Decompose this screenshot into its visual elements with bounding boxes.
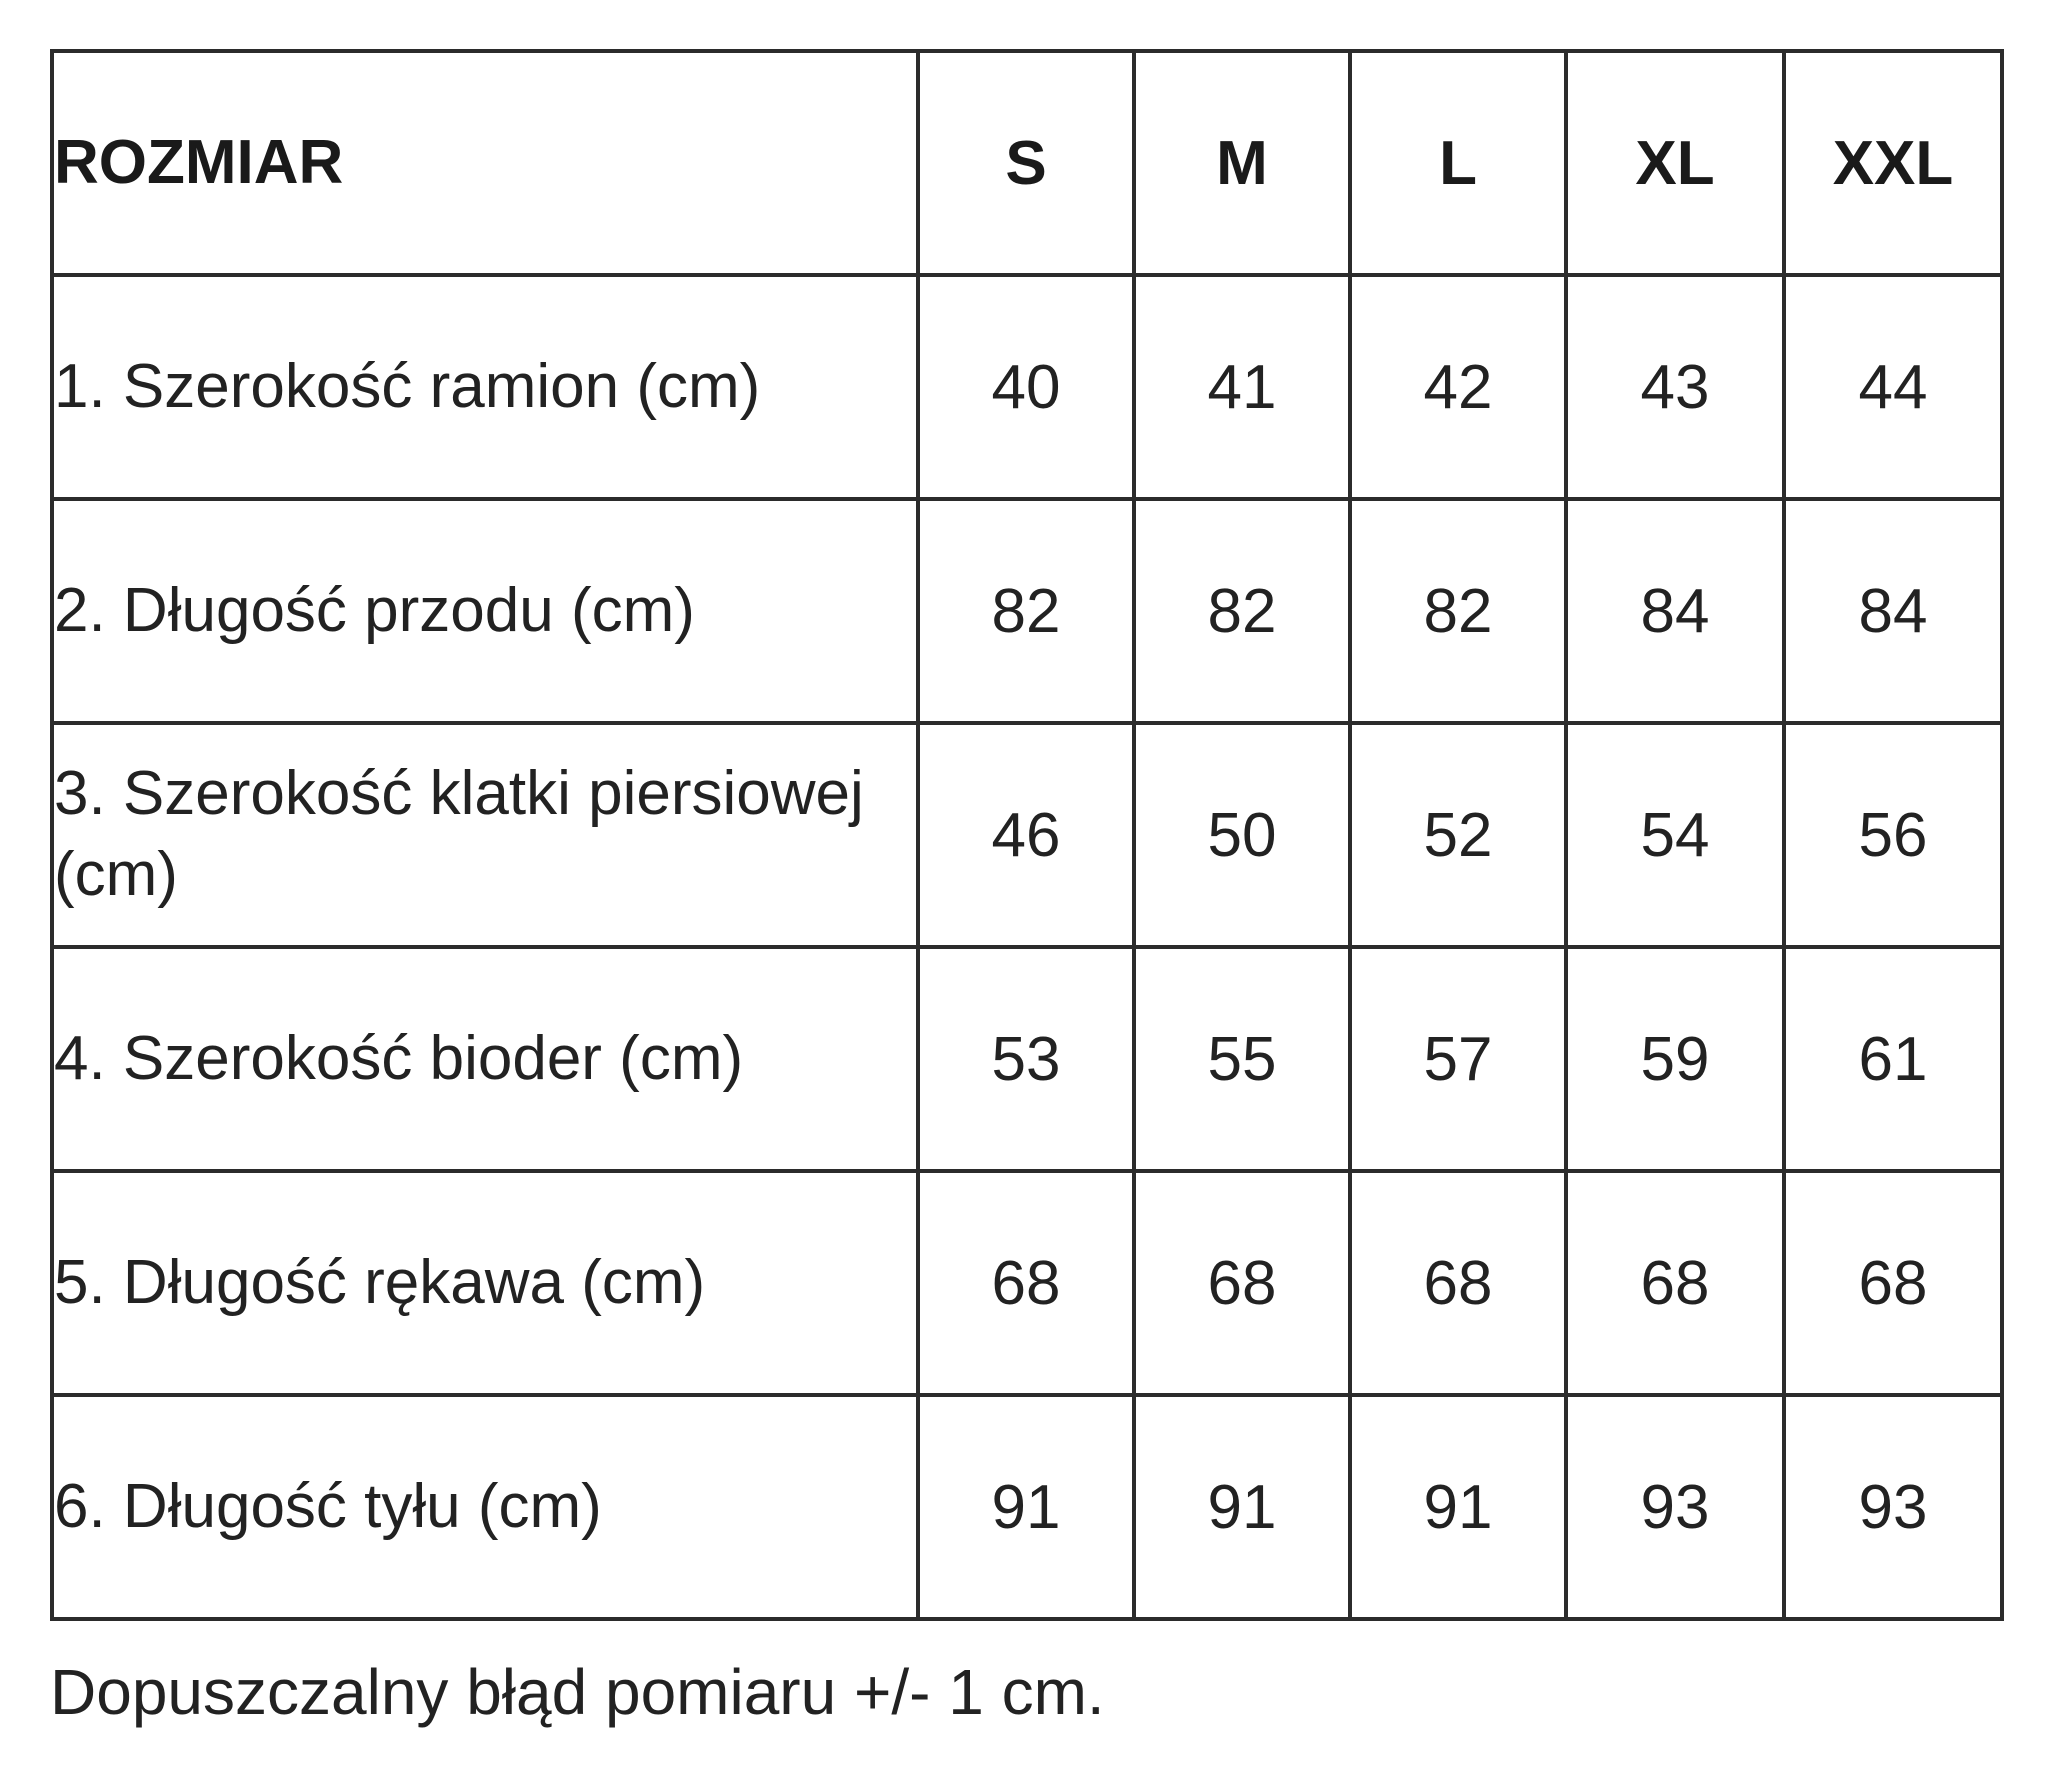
measurement-value: 61 (1784, 947, 2002, 1171)
table-row (52, 275, 2002, 499)
size-header-xl: XL (1566, 51, 1784, 275)
measurement-label: 1. Szerokość ramion (cm) (52, 275, 918, 499)
measurement-label: 4. Szerokość bioder (cm) (52, 947, 918, 1171)
measurement-value: 68 (1134, 1171, 1350, 1395)
measurement-value: 40 (918, 275, 1134, 499)
measurement-value: 59 (1566, 947, 1784, 1171)
measurement-value: 50 (1134, 723, 1350, 947)
measurement-label: 6. Długość tyłu (cm) (52, 1395, 918, 1619)
measurement-value: 55 (1134, 947, 1350, 1171)
measurement-value: 68 (918, 1171, 1134, 1395)
size-header-xxl: XXL (1784, 51, 2002, 275)
measurement-value: 82 (918, 499, 1134, 723)
measurement-value: 68 (1350, 1171, 1566, 1395)
measurement-value: 41 (1134, 275, 1350, 499)
measurement-value: 93 (1784, 1395, 2002, 1619)
table-row (52, 947, 2002, 1171)
measurement-value: 53 (918, 947, 1134, 1171)
header-row (52, 51, 2002, 275)
measurement-value: 54 (1566, 723, 1784, 947)
measurement-value: 91 (918, 1395, 1134, 1619)
measurement-value: 68 (1566, 1171, 1784, 1395)
size-header-m: M (1134, 51, 1350, 275)
table-row (52, 723, 2002, 947)
table-row (52, 499, 2002, 723)
measurement-value: 84 (1566, 499, 1784, 723)
measurement-value: 84 (1784, 499, 2002, 723)
measurement-value: 46 (918, 723, 1134, 947)
measurement-value: 52 (1350, 723, 1566, 947)
measurement-value: 44 (1784, 275, 2002, 499)
measurement-label: 5. Długość rękawa (cm) (52, 1171, 918, 1395)
table-row (52, 1395, 2002, 1619)
measurement-value: 91 (1134, 1395, 1350, 1619)
measurement-value: 43 (1566, 275, 1784, 499)
measurement-value: 57 (1350, 947, 1566, 1171)
size-header-label: ROZMIAR (52, 51, 918, 275)
table-row (52, 1171, 2002, 1395)
measurement-value: 42 (1350, 275, 1566, 499)
measurement-label: 2. Długość przodu (cm) (52, 499, 918, 723)
size-chart-table (50, 49, 2004, 1621)
size-header-s: S (918, 51, 1134, 275)
measurement-value: 56 (1784, 723, 2002, 947)
measurement-value: 82 (1134, 499, 1350, 723)
measurement-value: 82 (1350, 499, 1566, 723)
measurement-value: 68 (1784, 1171, 2002, 1395)
measurement-label: 3. Szerokość klatki piersiowej (cm) (52, 723, 918, 947)
measurement-tolerance-note: Dopuszczalny błąd pomiaru +/- 1 cm. (50, 1656, 1105, 1728)
measurement-value: 93 (1566, 1395, 1784, 1619)
measurement-value: 91 (1350, 1395, 1566, 1619)
size-header-l: L (1350, 51, 1566, 275)
